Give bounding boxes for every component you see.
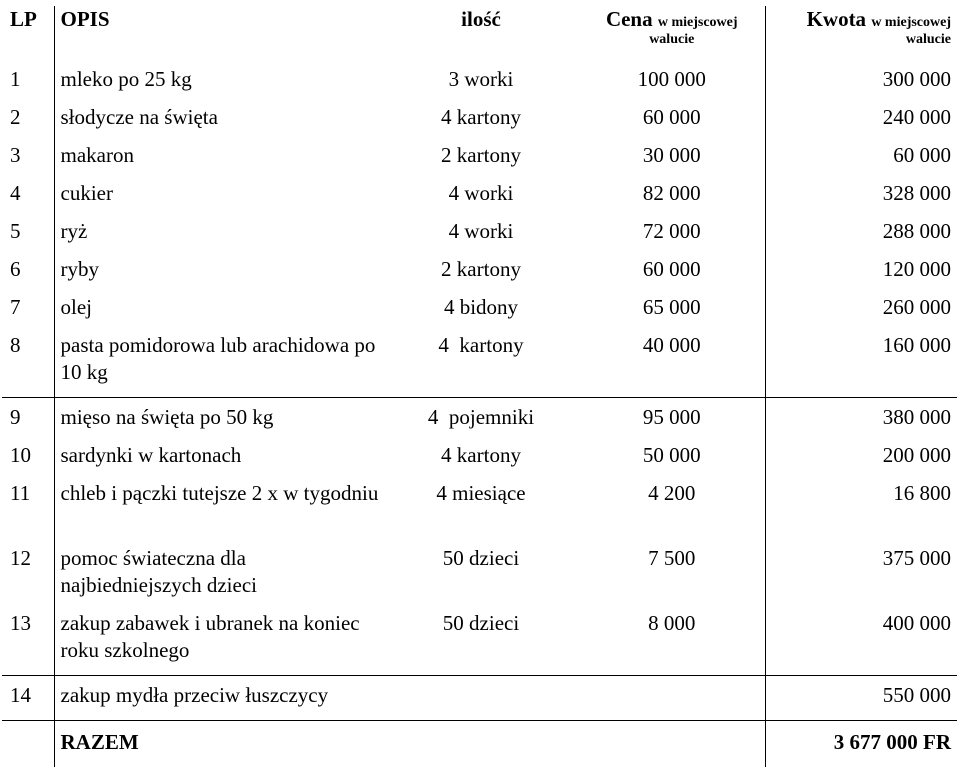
cell-lp: 9 [2, 398, 54, 443]
table-row [2, 442, 957, 480]
cell-kwota: 550 000 [765, 676, 957, 721]
cell-lp: 6 [10, 257, 21, 281]
cell-ilosc: 3 worki [448, 67, 514, 91]
table-row [2, 480, 957, 545]
cell-lp: 10 [10, 443, 31, 467]
cell-ilosc: 4 worki [448, 219, 514, 243]
cell-opis: cukier [54, 180, 383, 218]
cell-ilosc: 4 kartony [441, 105, 521, 129]
header-cena-label: Cena [605, 7, 653, 31]
cell-cena: 60 000 [642, 257, 701, 281]
cell-opis: pasta pomidorowa lub arachidowa po 10 kg [54, 332, 383, 398]
cell-kwota: 260 000 [765, 294, 957, 332]
header-kwota-label: Kwota [806, 7, 867, 31]
cell-lp: 4 [10, 181, 21, 205]
total-label: RAZEM [54, 721, 383, 768]
cell-lp: 11 [10, 481, 31, 505]
cell-opis: słodycze na święta [54, 104, 383, 142]
cell-cena: 40 000 [642, 333, 701, 357]
table-row [2, 545, 957, 610]
cell-cena-empty [579, 721, 765, 768]
cell-opis: zakup zabawek i ubranek na koniec roku szkolnego [54, 610, 383, 676]
cell-lp: 1 [10, 67, 21, 91]
table-row [2, 66, 957, 104]
cell-ilosc: 4 pojemniki [383, 398, 579, 443]
table-row [2, 142, 957, 180]
header-cena [579, 6, 765, 66]
cell-lp-empty [2, 721, 54, 768]
cell-cena: 100 000 [637, 67, 706, 91]
cell-lp: 14 [2, 676, 54, 721]
cell-kwota: 240 000 [765, 104, 957, 142]
cell-lp: 3 [10, 143, 21, 167]
cell-ilosc: 4 kartony [438, 333, 524, 357]
cell-ilosc: 50 dzieci [442, 611, 520, 635]
cell-cena: 4 200 [648, 481, 696, 505]
cell-kwota: 160 000 [765, 332, 957, 398]
cell-opis: olej [54, 294, 383, 332]
cell-opis: sardynki w kartonach [54, 442, 383, 480]
cell-cena: 72 000 [642, 219, 701, 243]
cell-lp: 2 [10, 105, 21, 129]
cell-ilosc: 4 bidony [443, 295, 519, 319]
header-kwota-sub1: w miejscowej [871, 15, 951, 30]
cell-cena: 65 000 [642, 295, 701, 319]
cell-ilosc: 4 kartony [441, 443, 521, 467]
cell-ilosc: 2 kartony [441, 257, 521, 281]
cell-opis: mięso na święta po 50 kg [54, 398, 383, 443]
cell-cena: 60 000 [642, 105, 701, 129]
cell-ilosc: 50 dzieci [442, 546, 520, 570]
header-kwota-sub2: walucie [905, 32, 951, 47]
cell-kwota: 16 800 [765, 480, 957, 545]
cell-kwota: 288 000 [765, 218, 957, 256]
cell-lp: 8 [10, 333, 21, 357]
cell-ilosc: 2 kartony [441, 143, 521, 167]
total-amount: 3 677 000 FR [765, 721, 957, 768]
cell-lp: 13 [10, 611, 31, 635]
header-lp: LP [10, 7, 37, 31]
header-row [2, 6, 957, 66]
header-cena-sub1: w miejscowej [657, 15, 738, 30]
cell-opis: makaron [54, 142, 383, 180]
cell-cena: 82 000 [642, 181, 701, 205]
cell-opis: chleb i pączki tutejsze 2 x w tygodniu [54, 480, 383, 545]
cell-cena: 8 000 [648, 611, 696, 635]
cell-kwota: 380 000 [765, 398, 957, 443]
cell-lp: 12 [10, 546, 31, 570]
header-kwota [765, 6, 957, 66]
cell-opis: mleko po 25 kg [54, 66, 383, 104]
cell-ilosc: 4 worki [448, 181, 514, 205]
cell-cena: 30 000 [642, 143, 701, 167]
header-opis: OPIS [54, 6, 383, 66]
total-row [2, 721, 957, 768]
cell-ilosc-empty [383, 721, 579, 768]
table-row [2, 610, 957, 676]
cell-cena: 95 000 [579, 398, 765, 443]
cell-kwota: 375 000 [765, 545, 957, 610]
cell-kwota: 120 000 [765, 256, 957, 294]
table-row [2, 676, 957, 721]
cell-kwota: 328 000 [765, 180, 957, 218]
cell-opis: ryż [54, 218, 383, 256]
table-row [2, 180, 957, 218]
cell-kwota: 200 000 [765, 442, 957, 480]
cell-opis: zakup mydła przeciw łuszczycy [54, 676, 383, 721]
cell-ilosc: 4 miesiące [436, 481, 526, 505]
header-ilosc: ilość [461, 7, 501, 31]
table-row [2, 256, 957, 294]
cell-kwota: 400 000 [765, 610, 957, 676]
table-row [2, 294, 957, 332]
table-row [2, 104, 957, 142]
cell-kwota: 300 000 [765, 66, 957, 104]
cell-cena [579, 676, 765, 721]
table-row [2, 332, 957, 398]
budget-table [2, 6, 957, 767]
cell-lp: 5 [10, 219, 21, 243]
cell-ilosc [383, 676, 579, 721]
cell-opis: pomoc światecznа dla najbiedniejszych dzieci [54, 545, 383, 610]
header-cena-sub2: walucie [649, 32, 695, 47]
cell-lp: 7 [10, 295, 21, 319]
cell-kwota: 60 000 [765, 142, 957, 180]
table-row [2, 218, 957, 256]
cell-cena: 50 000 [642, 443, 701, 467]
cell-opis: ryby [54, 256, 383, 294]
table-row [2, 398, 957, 443]
cell-cena: 7 500 [648, 546, 696, 570]
